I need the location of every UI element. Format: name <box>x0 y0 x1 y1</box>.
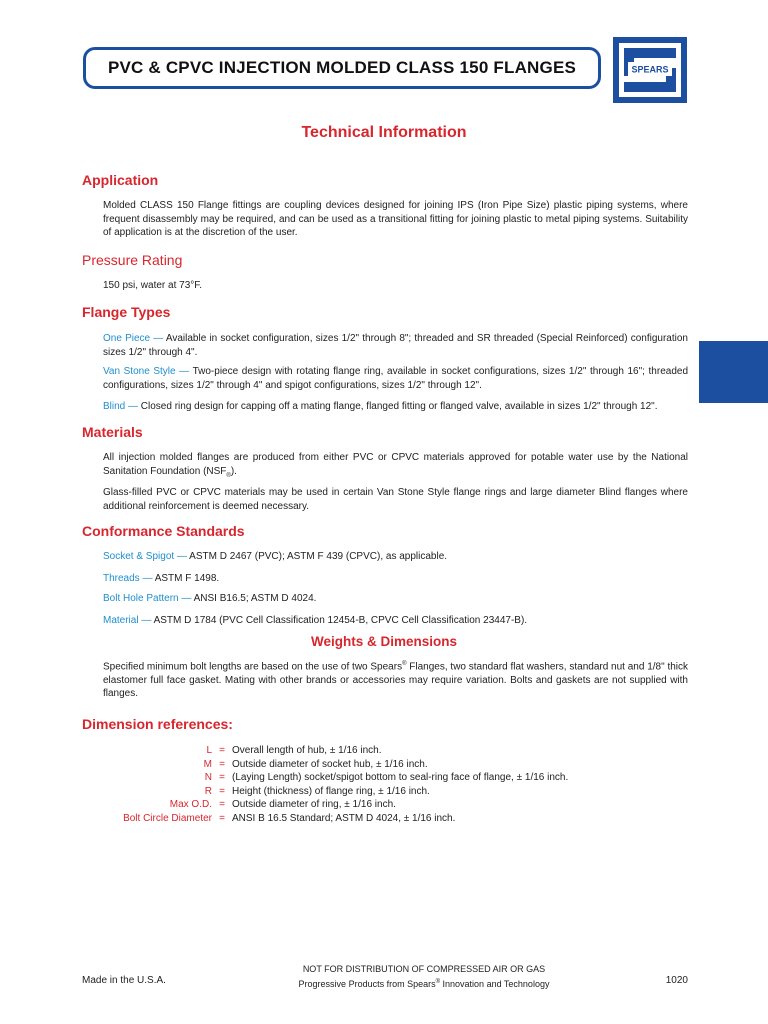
dimension-ref-row <box>82 785 568 799</box>
footer-center <box>0 963 768 991</box>
conformance-label: Bolt Hole Pattern — <box>103 593 192 604</box>
flange-type-label: Van Stone Style — <box>103 366 190 377</box>
dimension-ref-row <box>82 758 568 772</box>
footer-registered-mark: ® <box>435 979 441 985</box>
dimension-ref-row <box>82 798 568 812</box>
dimension-ref-key: L <box>206 745 212 756</box>
dimension-ref-equals: = <box>219 799 225 810</box>
flange-type-text: Two-piece design with rotating flange ring, available in socket configurations, sizes 1/2" through 16"; threaded configurations, sizes 1/2" through 4" and spigot configurations, sizes 1/2" through 12". <box>103 366 688 391</box>
dimension-ref-equals: = <box>219 745 225 756</box>
pressure-rating-text: 150 psi, water at 73°F. <box>103 280 203 291</box>
flange-types-heading: Flange Types <box>82 304 171 320</box>
conformance-text: ASTM F 1498. <box>152 573 220 584</box>
nsf-registered-mark: ® <box>226 472 231 479</box>
conformance-label: Threads — <box>103 573 153 584</box>
materials-text-1-end: ). <box>230 465 237 477</box>
page-number: 1020 <box>665 975 688 986</box>
materials-heading: Materials <box>82 424 143 440</box>
footer-notice: NOT FOR DISTRIBUTION OF COMPRESSED AIR OR GAS <box>302 964 546 974</box>
dimension-references-list <box>82 744 568 825</box>
dimension-ref-key: M <box>203 758 212 770</box>
application-heading: Application <box>82 172 159 188</box>
dimension-ref-equals: = <box>219 772 225 783</box>
dimension-ref-equals: = <box>219 785 225 797</box>
dimension-ref-equals: = <box>219 812 225 824</box>
weights-dimensions-heading: Weights & Dimensions <box>310 634 458 649</box>
page-title: PVC & CPVC INJECTION MOLDED CLASS 150 FLANGES <box>83 47 601 89</box>
materials-text-2: Glass-filled PVC or CPVC materials may be used in certain Van Stone Style flange rings and large diameter Blind flanges where additional reinforcement is deemed necessary. <box>103 487 688 512</box>
flange-type-item <box>103 332 688 359</box>
dimension-ref-key: Max O.D. <box>169 799 212 810</box>
footer-tagline <box>0 976 768 991</box>
materials-text-1-main: All injection molded flanges are produced from either PVC or CPVC materials approved for potable water use by the National Sanitation Foundation (NSF <box>103 452 688 477</box>
dimension-ref-value: Overall length of hub, ± 1/16 inch. <box>232 745 382 756</box>
spears-logo <box>612 36 688 104</box>
flange-type-label: One Piece — <box>103 333 164 344</box>
dimension-ref-key: Bolt Circle Diameter <box>123 812 212 824</box>
dimension-ref-key: R <box>204 785 212 797</box>
dimension-ref-equals: = <box>219 758 225 770</box>
weights-dimensions-text <box>103 658 688 701</box>
weights-text-main: Specified minimum bolt lengths are based on the use of two Spears <box>103 661 403 673</box>
dimension-ref-key: N <box>204 772 212 783</box>
conformance-item <box>103 572 688 586</box>
flange-type-text: Closed ring design for capping off a mating flange, flanged fitting or flanged valve, available in sizes 1/2" through 12". <box>138 401 658 412</box>
logo-text: SPEARS <box>631 64 669 75</box>
flange-type-label: Blind — <box>103 401 139 412</box>
conformance-text: ASTM D 1784 (PVC Cell Classification 12454-B, CPVC Cell Classification 23447-B). <box>151 615 528 626</box>
flange-type-text: Available in socket configuration, sizes 1/2" through 8"; threaded and SR threaded (Special Reinforced) configuration sizes 1/2" through 4". <box>103 333 688 358</box>
footer-tagline-end: Innovation and Technology <box>440 979 550 989</box>
side-tab-marker <box>699 341 768 403</box>
technical-information-heading: Technical Information <box>301 124 467 141</box>
dimension-references-heading: Dimension references: <box>82 716 233 732</box>
flange-type-item <box>103 400 688 414</box>
dimension-ref-value: Outside diameter of socket hub, ± 1/16 inch. <box>232 758 428 770</box>
conformance-text: ANSI B16.5; ASTM D 4024. <box>191 593 317 604</box>
registered-mark: ® <box>402 661 407 667</box>
weights-text-end: Flanges, two standard flat washers, standard nut and 1/8" thick elastomer full face gasket. Mating with other brands or accessories may require variation. Bolts and gaskets are not supplied with flanges. <box>103 661 688 700</box>
dimension-ref-value: (Laying Length) socket/spigot bottom to seal-ring face of flange, ± 1/16 inch. <box>232 772 569 783</box>
conformance-label: Material — <box>103 615 152 626</box>
flange-type-item <box>103 365 688 392</box>
conformance-item <box>103 592 688 606</box>
pressure-rating-heading: Pressure Rating <box>82 252 183 268</box>
dimension-ref-row <box>82 771 568 785</box>
dimension-ref-value: Height (thickness) of flange ring, ± 1/16 inch. <box>232 785 430 797</box>
dimension-ref-value: ANSI B 16.5 Standard; ASTM D 4024, ± 1/16 inch. <box>232 812 456 824</box>
conformance-item <box>103 614 688 628</box>
footer-made-in: Made in the U.S.A. <box>82 975 166 986</box>
conformance-text: ASTM D 2467 (PVC); ASTM F 439 (CPVC), as applicable. <box>186 551 448 562</box>
dimension-ref-row <box>82 744 568 758</box>
footer-tagline-main: Progressive Products from Spears <box>298 979 436 989</box>
conformance-item <box>103 550 688 564</box>
application-text: Molded CLASS 150 Flange fittings are coupling devices designed for joining IPS (Iron Pipe Size) plastic piping systems, where frequent disassembly may be required, and can be used as a transitional fitting for joining plastic to metal piping systems. Suitability of application is at the discretion of the user. <box>103 200 688 238</box>
conformance-label: Socket & Spigot — <box>103 551 187 562</box>
dimension-ref-value: Outside diameter of ring, ± 1/16 inch. <box>232 799 396 810</box>
materials-text-1 <box>103 451 688 483</box>
dimension-ref-row <box>82 812 568 826</box>
conformance-heading: Conformance Standards <box>82 523 245 539</box>
